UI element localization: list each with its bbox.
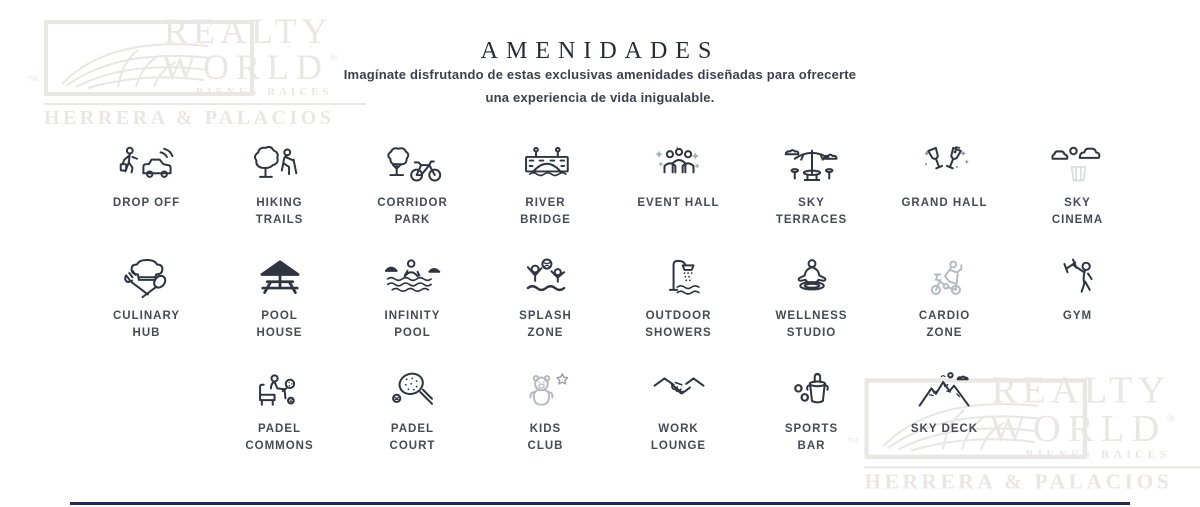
registered-mark: ®: [1166, 412, 1176, 425]
amenity-label-line: INFINITY: [384, 310, 441, 322]
amenity-label-line: KIDS: [529, 423, 562, 435]
amenity-label: [385, 308, 441, 343]
hiking-trails-icon: [251, 134, 309, 188]
subtitle-line-1: Imagínate disfrutando de estas exclusivas amenidades diseñadas para ofrecerte: [343, 67, 857, 82]
amenity-label-line: SHOWERS: [645, 327, 712, 340]
amenities-row: [80, 243, 1144, 356]
amenity-work-lounge: [612, 356, 745, 469]
amenity-label-line: SKY: [798, 197, 825, 209]
amenity-label-line: BAR: [797, 440, 826, 453]
amenity-pool-house: [213, 243, 346, 356]
amenity-label: [257, 308, 303, 343]
corridor-park-icon: [384, 134, 442, 188]
amenity-label: [113, 308, 180, 343]
amenity-label-line: PADEL: [390, 423, 435, 435]
amenity-label: [919, 308, 970, 343]
amenity-padel-court: [346, 356, 479, 469]
amenity-label-line: SPLASH: [519, 310, 572, 322]
splash-zone-icon: [517, 247, 575, 301]
sports-bar-icon: [783, 360, 841, 414]
amenity-wellness-studio: [745, 243, 878, 356]
amenity-label-line: STUDIO: [786, 327, 837, 340]
trademark-mark: TM: [847, 437, 859, 446]
brand-name-top: REALTY: [164, 11, 333, 51]
grand-hall-icon: [916, 134, 974, 188]
brand-tagline: BIENES RAICES: [196, 86, 333, 98]
brand-world-text: WORLD: [162, 47, 329, 87]
subtitle-line-2: una experiencia de vida inigualable.: [485, 89, 715, 105]
sky-cinema-icon: [1049, 134, 1107, 188]
page-title: AMENIDADES: [480, 38, 720, 65]
amenity-label-line: HIKING: [256, 197, 303, 209]
amenity-drop-off: [80, 130, 213, 243]
amenities-row: [80, 356, 1144, 469]
amenity-sky-deck: [878, 356, 1011, 469]
amenity-label-line: CULINARY: [113, 310, 180, 322]
amenity-outdoor-showers: [612, 243, 745, 356]
river-bridge-icon: [517, 134, 575, 188]
amenity-label-line: POOL: [394, 327, 431, 340]
padel-commons-icon: [251, 360, 309, 414]
amenity-label-line: CORRIDOR: [377, 197, 448, 209]
amenity-corridor-park: [346, 130, 479, 243]
amenity-gym: [1011, 243, 1144, 356]
infinity-pool-icon: [384, 247, 442, 301]
amenity-label-line: OUTDOOR: [645, 310, 712, 322]
amenity-label: [901, 195, 987, 212]
amenity-label: [113, 195, 180, 212]
amenity-sports-bar: [745, 356, 878, 469]
amenity-label-line: COURT: [389, 440, 436, 453]
registered-mark: ®: [328, 52, 338, 64]
amenity-label: [1052, 195, 1103, 230]
amenities-grid: [80, 130, 1144, 469]
amenity-culinary-hub: [80, 243, 213, 356]
amenity-sky-terraces: [745, 130, 878, 243]
amenity-label-line: SKY: [1064, 197, 1091, 209]
amenities-row: [80, 130, 1144, 243]
outdoor-showers-icon: [650, 247, 708, 301]
amenity-hiking-trails: [213, 130, 346, 243]
amenity-label: [256, 195, 304, 230]
brand-firm-name: HERRERA & PALACIOS: [864, 470, 1173, 494]
amenity-label-line: HOUSE: [256, 327, 303, 340]
amenity-sky-cinema: [1011, 130, 1144, 243]
amenity-cardio-zone: [878, 243, 1011, 356]
amenity-label: [776, 308, 848, 343]
amenity-label-line: SKY DECK: [910, 423, 979, 435]
event-hall-icon: [650, 134, 708, 188]
amenity-label-line: RIVER: [525, 197, 566, 209]
amenity-label: [637, 195, 719, 212]
amenity-label: [520, 195, 571, 230]
sky-deck-icon: [916, 360, 974, 414]
amenity-label-line: PADEL: [257, 423, 302, 435]
amenity-label: [651, 421, 706, 456]
bottom-accent-bar: [70, 502, 1130, 505]
amenity-label: [776, 195, 847, 230]
amenity-label-line: TRAILS: [255, 214, 304, 227]
sky-terraces-icon: [783, 134, 841, 188]
brand-name-top: REALTY: [991, 368, 1171, 412]
drop-off-icon: [118, 134, 176, 188]
amenity-label: [245, 421, 313, 456]
gym-icon: [1049, 247, 1107, 301]
amenity-kids-club: [479, 356, 612, 469]
amenity-label: [785, 421, 838, 456]
kids-club-icon: [517, 360, 575, 414]
amenity-label-line: WORK: [658, 423, 699, 435]
amenity-padel-commons: [213, 356, 346, 469]
amenity-label-line: ZONE: [926, 327, 963, 340]
amenity-label-line: PARK: [394, 214, 431, 227]
amenity-splash-zone: [479, 243, 612, 356]
amenity-label-line: CINEMA: [1051, 214, 1104, 227]
amenity-label-line: GYM: [1062, 310, 1093, 322]
amenity-label-line: POOL: [261, 310, 298, 322]
amenity-river-bridge: [479, 130, 612, 243]
amenity-label: [519, 308, 572, 343]
amenity-label: [528, 421, 564, 456]
amenity-label-line: COMMONS: [245, 440, 314, 453]
trademark-mark: TM: [28, 76, 39, 83]
amenity-label-line: LOUNGE: [650, 440, 707, 453]
amenity-infinity-pool: [346, 243, 479, 356]
amenity-label-line: CARDIO: [918, 310, 971, 322]
pool-house-icon: [251, 247, 309, 301]
amenity-label-line: DROP OFF: [112, 197, 181, 209]
padel-court-icon: [384, 360, 442, 414]
amenity-label-line: WELLNESS: [775, 310, 848, 322]
amenity-label-line: CLUB: [527, 440, 564, 453]
page-subtitle: [0, 64, 1200, 110]
amenity-label-line: SPORTS: [784, 423, 839, 435]
amenity-label: [377, 195, 448, 230]
amenity-event-hall: [612, 130, 745, 243]
amenity-grand-hall: [878, 130, 1011, 243]
amenity-label-line: EVENT HALL: [637, 197, 720, 209]
amenity-label-line: BRIDGE: [520, 214, 571, 227]
wellness-studio-icon: [783, 247, 841, 301]
amenity-label: [1063, 308, 1092, 325]
brand-firm-name: HERRERA & PALACIOS: [44, 107, 335, 129]
work-lounge-icon: [650, 360, 708, 414]
amenity-label: [911, 421, 978, 438]
amenity-label: [390, 421, 436, 456]
amenity-label-line: HUB: [132, 327, 161, 340]
culinary-hub-icon: [118, 247, 176, 301]
amenity-label-line: ZONE: [527, 327, 564, 340]
cardio-zone-icon: [916, 247, 974, 301]
amenity-label-line: TERRACES: [775, 214, 848, 227]
amenity-label: [645, 308, 711, 343]
brand-tagline: BIENES RAICES: [1025, 448, 1171, 462]
brand-world-text: WORLD: [989, 406, 1167, 450]
amenity-label-line: GRAND HALL: [901, 197, 988, 209]
